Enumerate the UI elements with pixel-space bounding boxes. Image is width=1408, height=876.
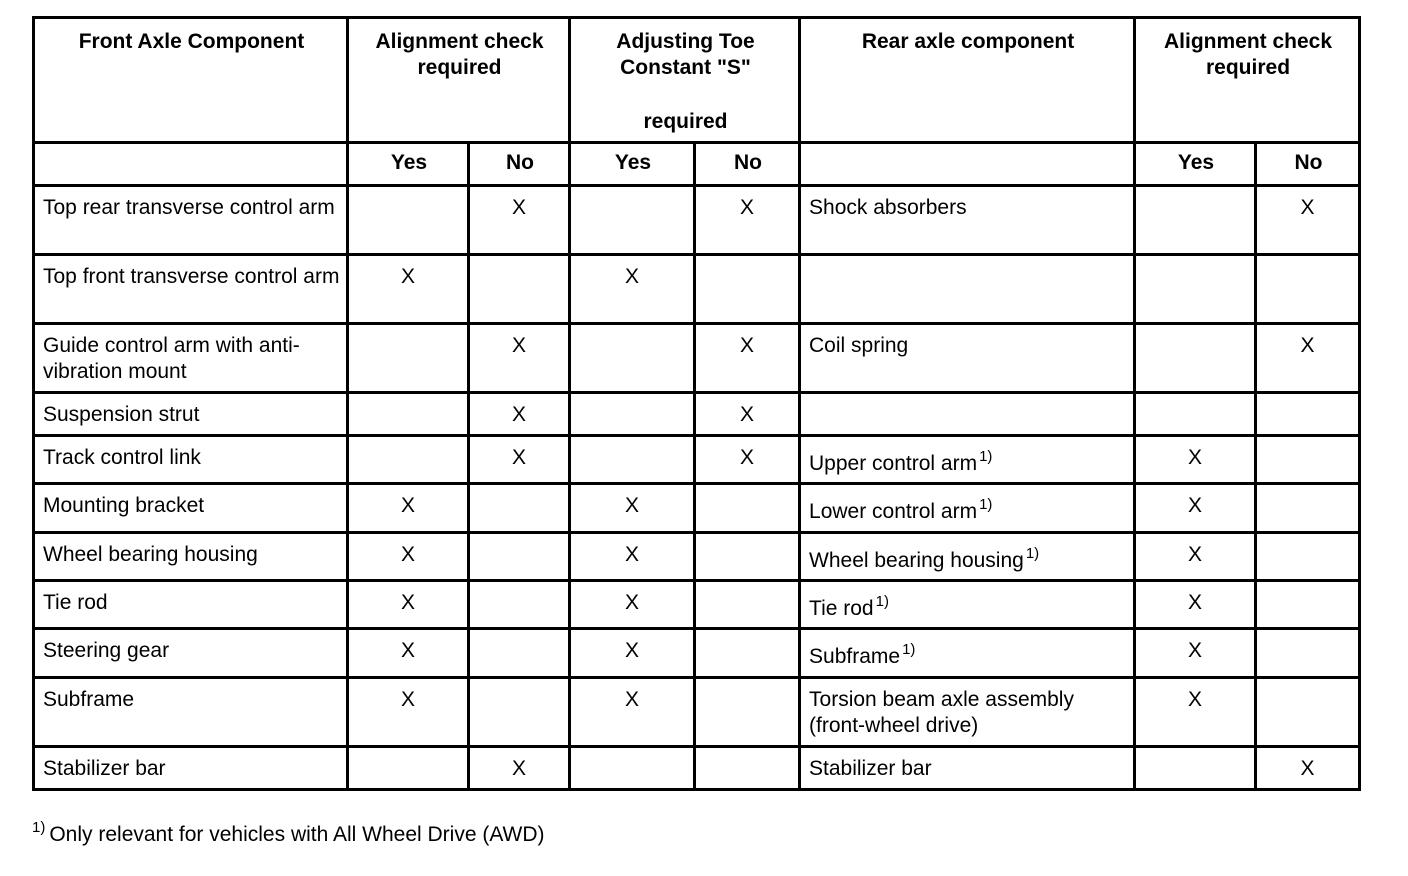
rear-component-cell	[800, 186, 1135, 255]
yes-no-header-row	[34, 143, 1360, 186]
rear-alignment-yes-cell	[1135, 747, 1256, 790]
toe-yes-cell	[570, 436, 695, 484]
table-row	[34, 436, 1360, 484]
rear-component-cell	[800, 324, 1135, 393]
rear-component-cell	[800, 747, 1135, 790]
front-component-cell: Tie rod	[34, 581, 348, 629]
footnote-reference: 1)	[979, 448, 993, 465]
rear-component-name: Coil spring	[809, 334, 909, 357]
front-alignment-yes-cell: X	[348, 484, 469, 533]
rear-alignment-yes-cell: X	[1135, 581, 1256, 629]
rear-component-subheader	[800, 143, 1135, 186]
front-component-cell: Subframe	[34, 678, 348, 747]
rear-component-name: Tie rod	[809, 597, 874, 620]
front-alignment-no-cell	[469, 255, 570, 324]
rear-alignment-yes-cell: X	[1135, 484, 1256, 533]
front-alignment-no-cell	[469, 581, 570, 629]
footnote-reference: 1)	[875, 593, 889, 610]
front-component-cell: Top rear transverse control arm	[34, 186, 348, 255]
rear-component-header: Rear axle component	[800, 18, 1135, 143]
rear-component-cell	[800, 436, 1135, 484]
rear-component-cell	[800, 484, 1135, 533]
rear-alignment-no-cell	[1256, 533, 1360, 581]
rear-component-name: Lower control arm	[809, 500, 978, 523]
table-row	[34, 629, 1360, 678]
toe-no-cell	[695, 484, 800, 533]
rear-component-name: Torsion beam axle assembly (front-wheel drive)	[809, 688, 1074, 737]
toe-yes-cell: X	[570, 678, 695, 747]
rear-component-label	[809, 593, 889, 622]
front-alignment-yes-cell	[348, 186, 469, 255]
toe-no-header: No	[695, 143, 800, 186]
rear-alignment-no-cell	[1256, 436, 1360, 484]
table-row	[34, 324, 1360, 393]
footnote-reference: 1)	[902, 641, 916, 658]
front-component-cell: Stabilizer bar	[34, 747, 348, 790]
rear-alignment-no-cell	[1256, 393, 1360, 436]
rear-component-label	[809, 448, 993, 477]
footnote	[32, 819, 545, 848]
front-alignment-no-cell: X	[469, 324, 570, 393]
front-alignment-no-cell: X	[469, 436, 570, 484]
rear-component-name: Upper control arm	[809, 452, 978, 475]
front-yes-header: Yes	[348, 143, 469, 186]
front-component-subheader	[34, 143, 348, 186]
toe-no-cell: X	[695, 324, 800, 393]
front-alignment-no-cell: X	[469, 393, 570, 436]
toe-yes-cell	[570, 324, 695, 393]
rear-alignment-yes-cell	[1135, 186, 1256, 255]
table-row	[34, 393, 1360, 436]
toe-constant-header	[570, 18, 800, 143]
front-alignment-yes-cell: X	[348, 678, 469, 747]
table-row	[34, 484, 1360, 533]
rear-alignment-no-cell: X	[1256, 186, 1360, 255]
rear-alignment-header: Alignment check required	[1135, 18, 1360, 143]
front-alignment-yes-cell: X	[348, 533, 469, 581]
front-alignment-yes-cell: X	[348, 255, 469, 324]
footnote-text: Only relevant for vehicles with All Wheel Drive (AWD)	[49, 823, 545, 846]
toe-no-cell: X	[695, 436, 800, 484]
front-alignment-no-cell	[469, 678, 570, 747]
rear-component-cell	[800, 581, 1135, 629]
toe-constant-header-line2: required	[643, 110, 728, 133]
front-alignment-no-cell: X	[469, 747, 570, 790]
rear-alignment-yes-cell: X	[1135, 678, 1256, 747]
rear-component-name: Subframe	[809, 645, 901, 668]
rear-alignment-yes-cell: X	[1135, 436, 1256, 484]
header-row	[34, 18, 1360, 143]
toe-yes-cell: X	[570, 533, 695, 581]
table-row	[34, 186, 1360, 255]
front-component-cell: Mounting bracket	[34, 484, 348, 533]
toe-yes-cell	[570, 747, 695, 790]
rear-alignment-no-cell	[1256, 484, 1360, 533]
rear-component-cell	[800, 393, 1135, 436]
footnote-reference: 1)	[979, 496, 993, 513]
front-component-cell: Track control link	[34, 436, 348, 484]
table-body	[34, 186, 1360, 790]
alignment-requirements-table	[32, 16, 1361, 791]
rear-component-cell	[800, 629, 1135, 678]
rear-alignment-yes-cell: X	[1135, 533, 1256, 581]
front-alignment-no-cell: X	[469, 186, 570, 255]
rear-component-name: Stabilizer bar	[809, 757, 932, 780]
toe-yes-cell: X	[570, 484, 695, 533]
front-alignment-yes-cell	[348, 436, 469, 484]
rear-component-label	[809, 641, 916, 670]
footnote-reference: 1)	[1025, 545, 1040, 562]
rear-alignment-yes-cell	[1135, 255, 1256, 324]
rear-alignment-no-cell: X	[1256, 324, 1360, 393]
front-component-cell: Suspension strut	[34, 393, 348, 436]
front-component-cell: Steering gear	[34, 629, 348, 678]
front-alignment-yes-cell	[348, 393, 469, 436]
rear-alignment-no-cell	[1256, 255, 1360, 324]
front-alignment-yes-cell: X	[348, 581, 469, 629]
rear-alignment-yes-cell	[1135, 324, 1256, 393]
front-alignment-header: Alignment check required	[348, 18, 570, 143]
front-alignment-yes-cell: X	[348, 629, 469, 678]
table-row	[34, 533, 1360, 581]
toe-yes-cell: X	[570, 581, 695, 629]
front-component-cell: Guide control arm with anti-vibration mount	[34, 324, 348, 393]
front-alignment-no-cell	[469, 533, 570, 581]
table-row	[34, 255, 1360, 324]
toe-yes-cell	[570, 393, 695, 436]
toe-constant-header-line1: Adjusting Toe Constant "S"	[616, 30, 755, 79]
rear-alignment-yes-cell: X	[1135, 629, 1256, 678]
toe-no-cell	[695, 581, 800, 629]
toe-no-cell: X	[695, 393, 800, 436]
rear-alignment-no-cell	[1256, 581, 1360, 629]
table-row	[34, 581, 1360, 629]
rear-component-cell	[800, 678, 1135, 747]
toe-yes-cell: X	[570, 629, 695, 678]
table-row	[34, 747, 1360, 790]
rear-alignment-no-cell	[1256, 678, 1360, 747]
rear-component-name: Wheel bearing housing	[809, 549, 1024, 572]
front-alignment-yes-cell	[348, 324, 469, 393]
front-component-header: Front Axle Component	[34, 18, 348, 143]
rear-yes-header: Yes	[1135, 143, 1256, 186]
toe-yes-cell: X	[570, 255, 695, 324]
front-alignment-no-cell	[469, 484, 570, 533]
rear-component-label	[809, 545, 1040, 574]
front-alignment-no-cell	[469, 629, 570, 678]
toe-no-cell	[695, 255, 800, 324]
toe-no-cell: X	[695, 186, 800, 255]
rear-no-header: No	[1256, 143, 1360, 186]
toe-no-cell	[695, 678, 800, 747]
front-component-cell: Wheel bearing housing	[34, 533, 348, 581]
rear-component-cell	[800, 255, 1135, 324]
front-no-header: No	[469, 143, 570, 186]
footnote-mark: 1)	[32, 819, 46, 836]
toe-no-cell	[695, 533, 800, 581]
rear-component-label	[809, 496, 993, 525]
rear-alignment-yes-cell	[1135, 393, 1256, 436]
rear-alignment-no-cell: X	[1256, 747, 1360, 790]
toe-no-cell	[695, 629, 800, 678]
front-alignment-yes-cell	[348, 747, 469, 790]
table-row	[34, 678, 1360, 747]
toe-yes-header: Yes	[570, 143, 695, 186]
rear-alignment-no-cell	[1256, 629, 1360, 678]
rear-component-cell	[800, 533, 1135, 581]
toe-no-cell	[695, 747, 800, 790]
toe-yes-cell	[570, 186, 695, 255]
front-component-cell: Top front transverse control arm	[34, 255, 348, 324]
rear-component-name: Shock absorbers	[809, 196, 967, 219]
